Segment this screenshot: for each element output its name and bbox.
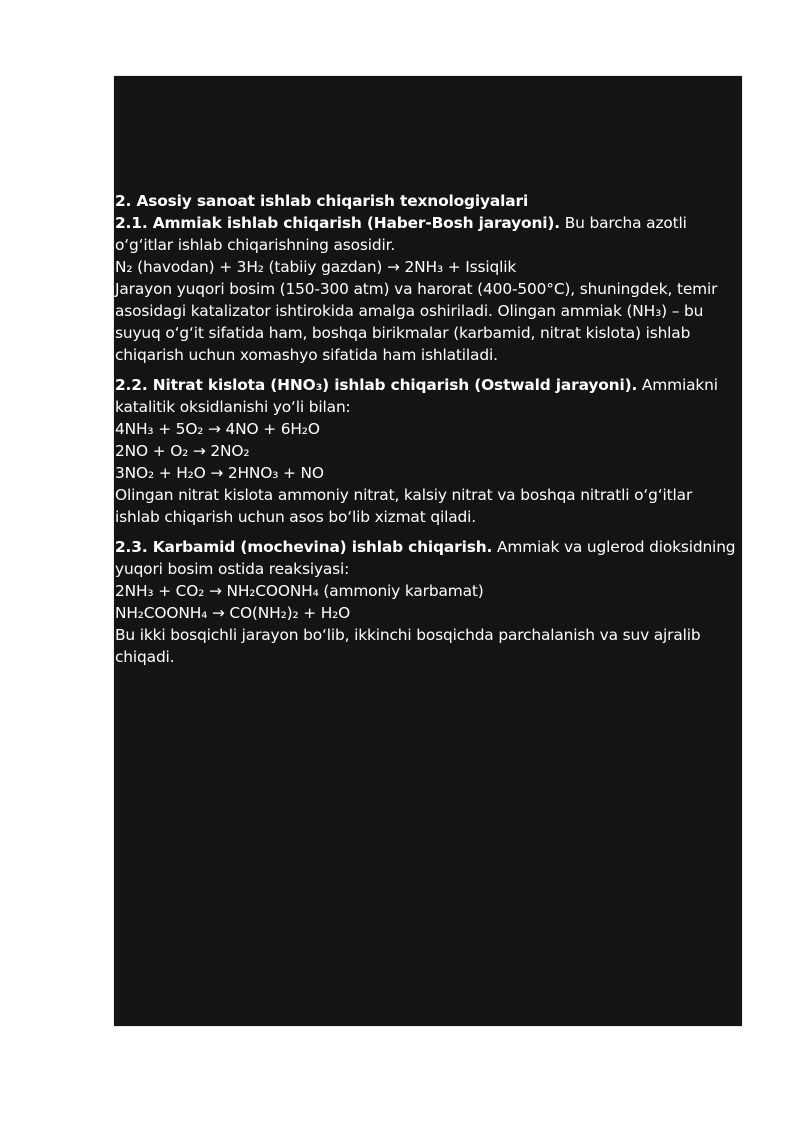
heading-2-2: 2.2. Nitrat kislota (HNO₃) ishlab chiqarish (Ostwald jarayoni). xyxy=(115,376,638,394)
equation-haber-bosch: N₂ (havodan) + 3H₂ (tabiiy gazdan) → 2NH₃ + Issiqlik xyxy=(115,258,517,276)
paragraph-2-1 xyxy=(115,214,687,254)
equation-ostwald-3: 3NO₂ + H₂O → 2HNO₃ + NO xyxy=(115,464,324,482)
equation-ostwald-1: 4NH₃ + 5O₂ → 4NO + 6H₂O xyxy=(115,420,320,438)
intro-2-3: Ammiak va uglerod dioksidning yuqori bosim ostida reaksiyasi: xyxy=(115,538,736,578)
body-2-3: Bu ikki bosqichli jarayon bo‘lib, ikkinchi bosqichda parchalanish va suv ajralib chiqadi. xyxy=(115,626,701,666)
heading-2-1: 2.1. Ammiak ishlab chiqarish (Haber-Bosh jarayoni). xyxy=(115,214,560,232)
equation-urea-1: 2NH₃ + CO₂ → NH₂COONH₄ (ammoniy karbamat) xyxy=(115,582,484,600)
intro-2-2: Ammiakni katalitik oksidlanishi yo‘li bilan: xyxy=(115,376,718,416)
paragraph-2-2 xyxy=(115,376,718,416)
body-2-2: Olingan nitrat kislota ammoniy nitrat, kalsiy nitrat va boshqa nitratli o‘g‘itlar ishlab chiqarish uchun asos bo‘lib xizmat qiladi. xyxy=(115,486,693,526)
section-title: 2. Asosiy sanoat ishlab chiqarish texnologiyalari xyxy=(115,192,529,210)
intro-2-1: Bu barcha azotli o‘g‘itlar ishlab chiqarishning asosidir. xyxy=(115,214,687,254)
heading-2-3: 2.3. Karbamid (mochevina) ishlab chiqarish. xyxy=(115,538,493,556)
section-2 xyxy=(115,190,740,366)
section-2-2 xyxy=(115,374,740,528)
equation-ostwald-2: 2NO + O₂ → 2NO₂ xyxy=(115,442,250,460)
paragraph-2-3 xyxy=(115,538,735,578)
document-body xyxy=(115,190,740,676)
body-2-1: Jarayon yuqori bosim (150-300 atm) va harorat (400-500°C), shuningdek, temir asosidagi katalizator ishtirokida amalga oshiriladi. Olingan ammiak (NH₃) – bu suyuq o‘g‘it sifatida ham, boshqa birikmalar (karbamid, nitrat kislota) ishlab chiqarish uchun xomashyo sifatida ham ishlatiladi. xyxy=(115,280,718,364)
equation-urea-2: NH₂COONH₄ → CO(NH₂)₂ + H₂O xyxy=(115,604,351,622)
section-2-3 xyxy=(115,536,740,668)
